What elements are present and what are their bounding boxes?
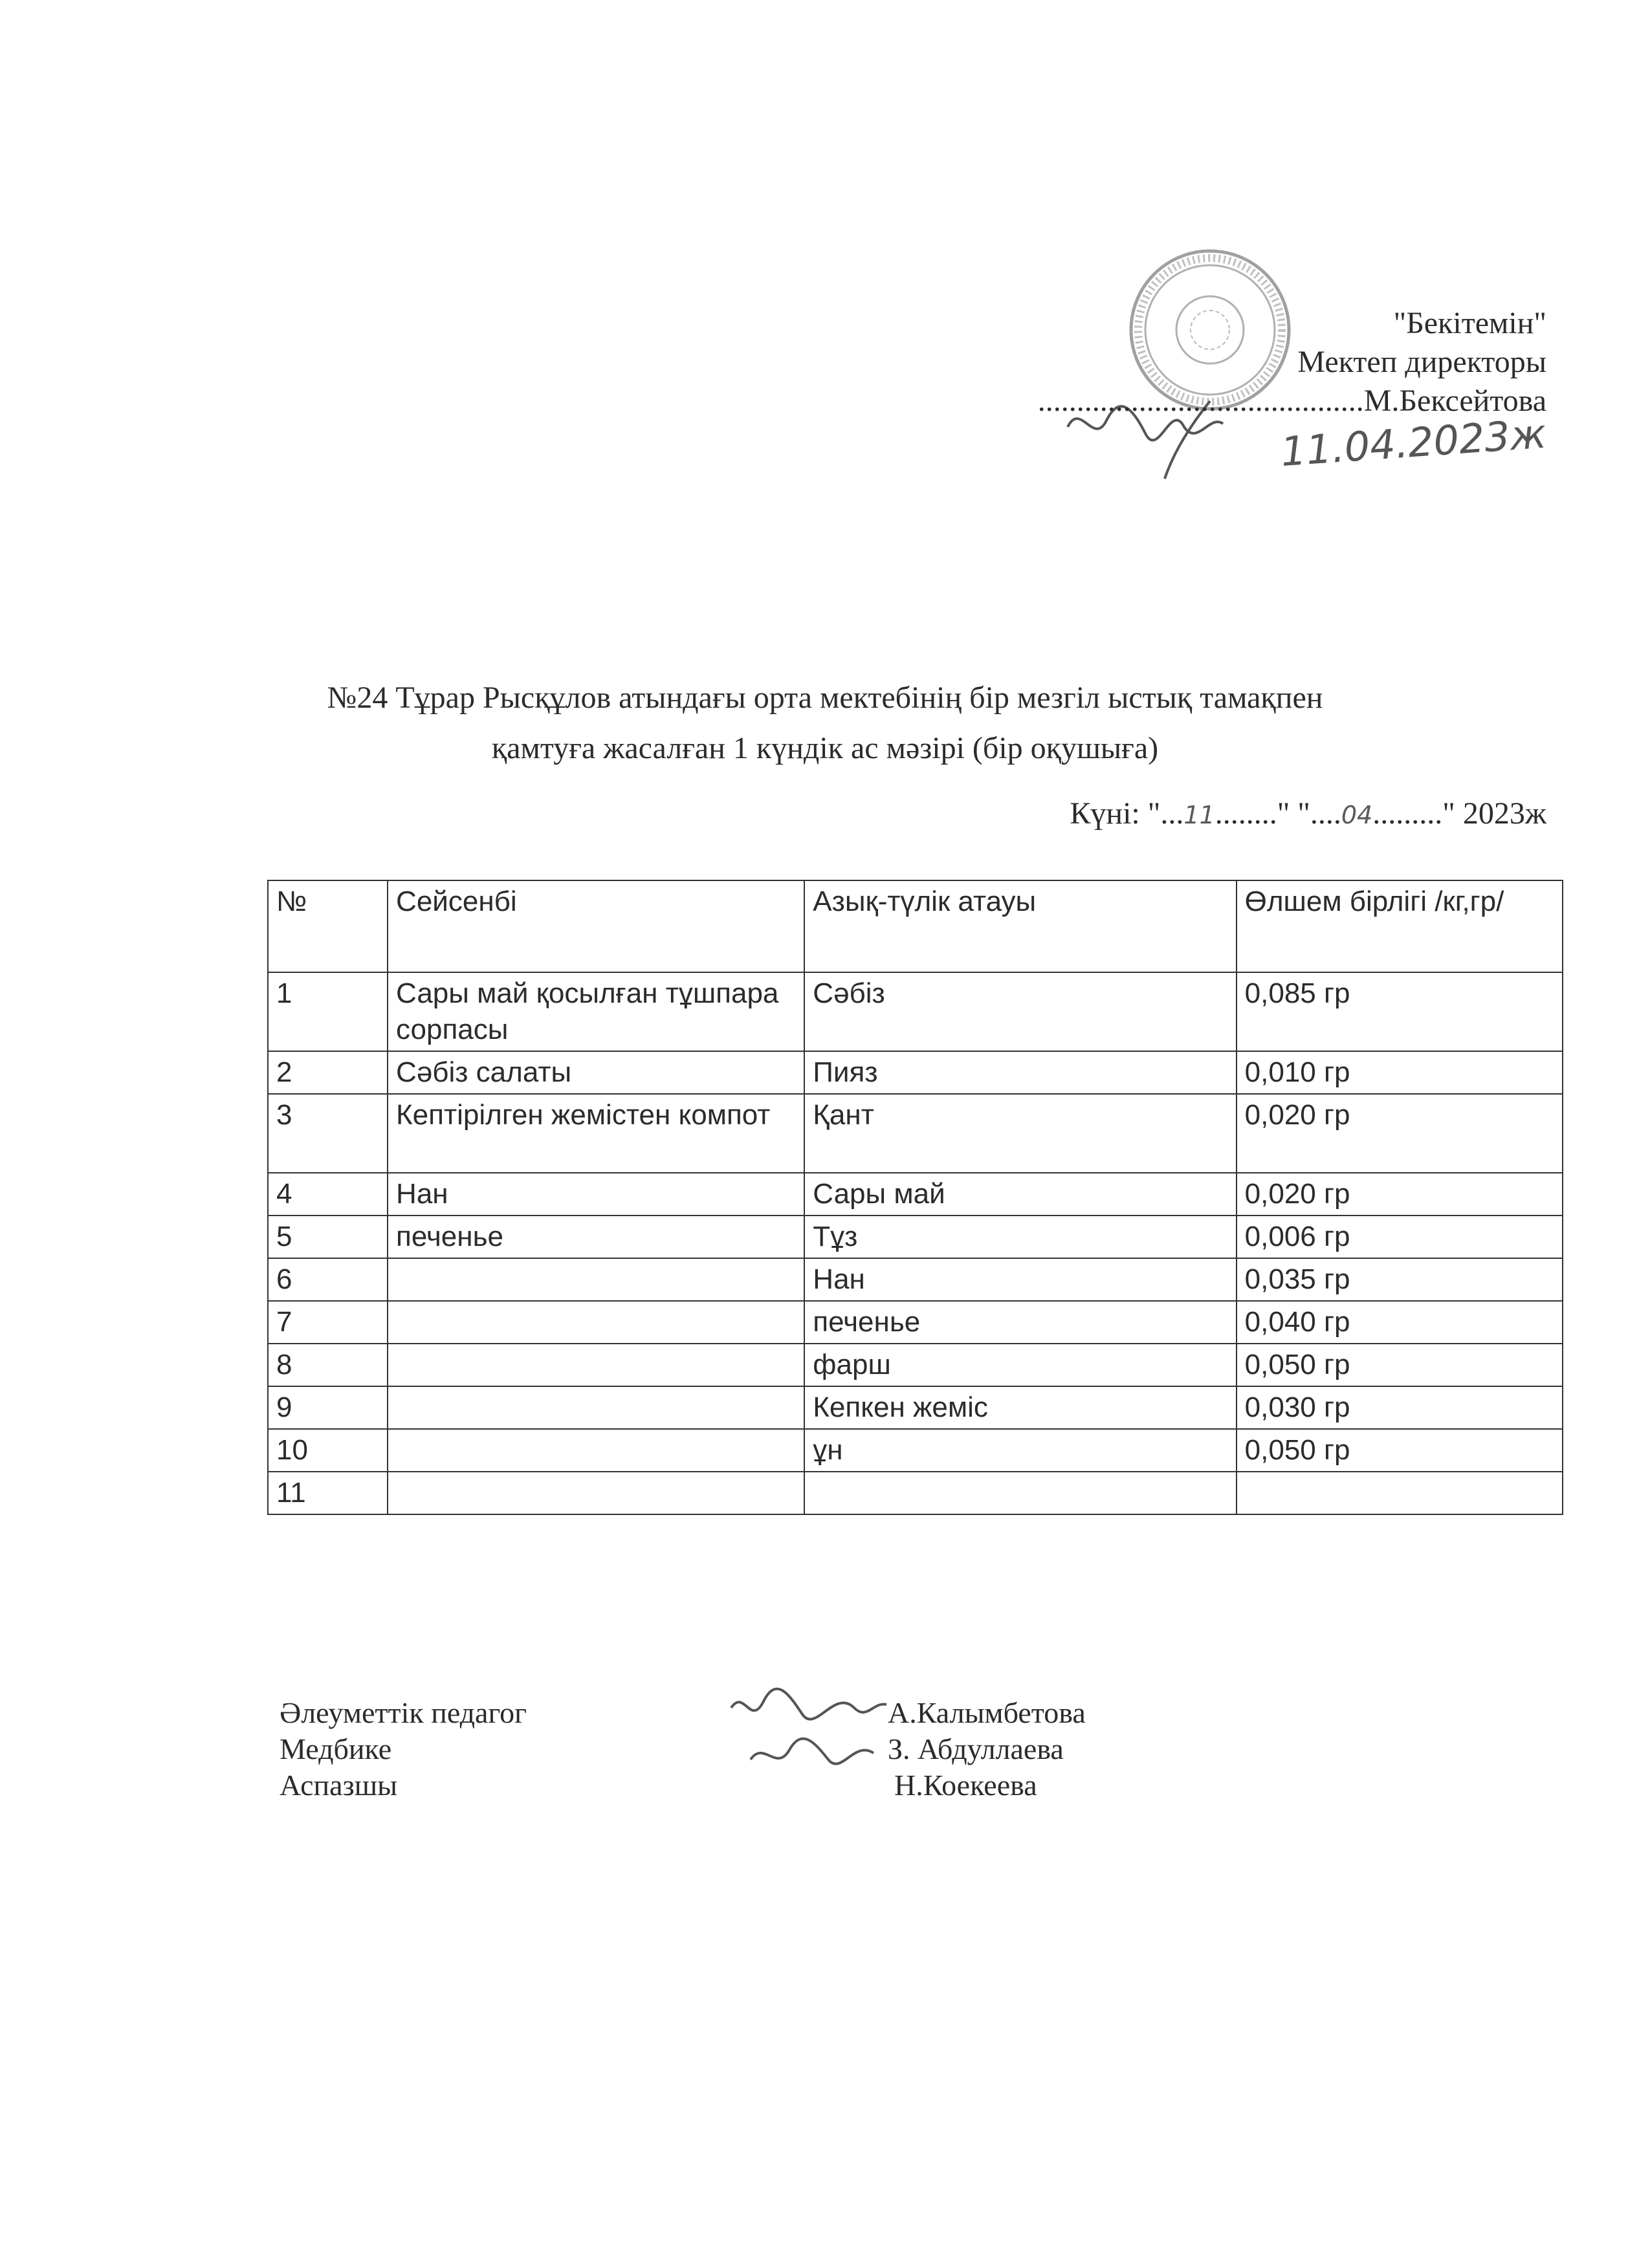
row-amount: 0,020 гр	[1237, 1094, 1563, 1173]
document-title	[194, 673, 1456, 774]
row-product: Пияз	[804, 1051, 1236, 1094]
menu-date	[1070, 796, 1546, 831]
row-dish: Нан	[388, 1173, 804, 1216]
row-amount: 0,050 гр	[1237, 1344, 1563, 1386]
table-row	[268, 1216, 1563, 1258]
date-day: 11	[1183, 801, 1215, 829]
row-dish: Сары май қосылған тұшпара сорпасы	[388, 972, 804, 1051]
header-number: №	[268, 880, 388, 972]
row-product: Сәбіз	[804, 972, 1236, 1051]
row-amount: 0,020 гр	[1237, 1173, 1563, 1216]
row-number: 3	[268, 1094, 388, 1173]
row-dish	[388, 1386, 804, 1429]
row-product	[804, 1472, 1236, 1514]
table-row	[268, 1094, 1563, 1173]
row-product: Кепкен жеміс	[804, 1386, 1236, 1429]
date-year: 2023ж	[1455, 796, 1546, 831]
row-number: 10	[268, 1429, 388, 1472]
table-row	[268, 1429, 1563, 1472]
row-product: фарш	[804, 1344, 1236, 1386]
row-product: Қант	[804, 1094, 1236, 1173]
row-amount: 0,006 гр	[1237, 1216, 1563, 1258]
row-amount: 0,040 гр	[1237, 1301, 1563, 1344]
row-amount: 0,085 гр	[1237, 972, 1563, 1051]
row-amount	[1237, 1472, 1563, 1514]
row-product: Нан	[804, 1258, 1236, 1301]
table-row	[268, 972, 1563, 1051]
approval-block	[1037, 304, 1548, 476]
title-line-1: №24 Тұрар Рысқұлов атындағы орта мектебінің бір мезгіл ыстық тамақпен	[327, 681, 1323, 715]
date-month-close: ........."	[1372, 796, 1455, 831]
row-number: 7	[268, 1301, 388, 1344]
table-row	[268, 1344, 1563, 1386]
title-line-2: қамтуға жасалған 1 күндік ас мәзірі (бір оқушыға)	[491, 731, 1159, 765]
signature-name: З. Абдуллаева	[888, 1732, 1064, 1765]
row-number: 1	[268, 972, 388, 1051]
table-row	[268, 1472, 1563, 1514]
row-dish: Сәбіз салаты	[388, 1051, 804, 1094]
row-product: Сары май	[804, 1173, 1236, 1216]
row-dish	[388, 1301, 804, 1344]
row-amount: 0,050 гр	[1237, 1429, 1563, 1472]
date-day-close: ........"	[1215, 796, 1290, 831]
row-number: 2	[268, 1051, 388, 1094]
row-product: ұн	[804, 1429, 1236, 1472]
signature-role: Аспазшы	[280, 1769, 398, 1802]
row-dish: Кептірілген жемістен компот	[388, 1094, 804, 1173]
menu-table	[267, 880, 1563, 1515]
date-day-open: "...	[1139, 796, 1184, 831]
row-dish	[388, 1472, 804, 1514]
signature-name: А.Калымбетова	[888, 1696, 1086, 1729]
row-number: 4	[268, 1173, 388, 1216]
row-number: 8	[268, 1344, 388, 1386]
date-month-open: "....	[1290, 796, 1341, 831]
table-row	[268, 1386, 1563, 1429]
signature-role: Медбике	[280, 1732, 392, 1765]
row-product: печенье	[804, 1301, 1236, 1344]
table-header-row	[268, 880, 1563, 972]
row-number: 11	[268, 1472, 388, 1514]
date-label: Күні:	[1070, 796, 1140, 831]
row-amount: 0,035 гр	[1237, 1258, 1563, 1301]
date-month: 04	[1341, 801, 1373, 829]
row-dish: печенье	[388, 1216, 804, 1258]
director-position: Мектеп директоры	[1297, 345, 1546, 379]
table-row	[268, 1173, 1563, 1216]
header-day-dish: Сейсенбі	[388, 880, 804, 972]
approval-date-handwritten: 11.04.2023ж	[1279, 409, 1548, 476]
row-number: 9	[268, 1386, 388, 1429]
director-signature-line: ..........................................М.Бексейтова	[1037, 384, 1546, 418]
row-number: 6	[268, 1258, 388, 1301]
approve-label: "Бекітемін"	[1393, 306, 1546, 340]
row-dish	[388, 1344, 804, 1386]
row-product: Тұз	[804, 1216, 1236, 1258]
row-amount: 0,010 гр	[1237, 1051, 1563, 1094]
table-row	[268, 1051, 1563, 1094]
header-unit: Өлшем бірлігі /кг,гр/	[1237, 880, 1563, 972]
row-number: 5	[268, 1216, 388, 1258]
row-amount: 0,030 гр	[1237, 1386, 1563, 1429]
table-row	[268, 1301, 1563, 1344]
header-product: Азық-түлік атауы	[804, 880, 1236, 972]
row-dish	[388, 1258, 804, 1301]
signature-role: Әлеуметтік педагог	[280, 1696, 527, 1729]
row-dish	[388, 1429, 804, 1472]
signature-name: Н.Коекеева	[894, 1769, 1037, 1802]
staff-signatures	[725, 1682, 893, 1785]
table-row	[268, 1258, 1563, 1301]
